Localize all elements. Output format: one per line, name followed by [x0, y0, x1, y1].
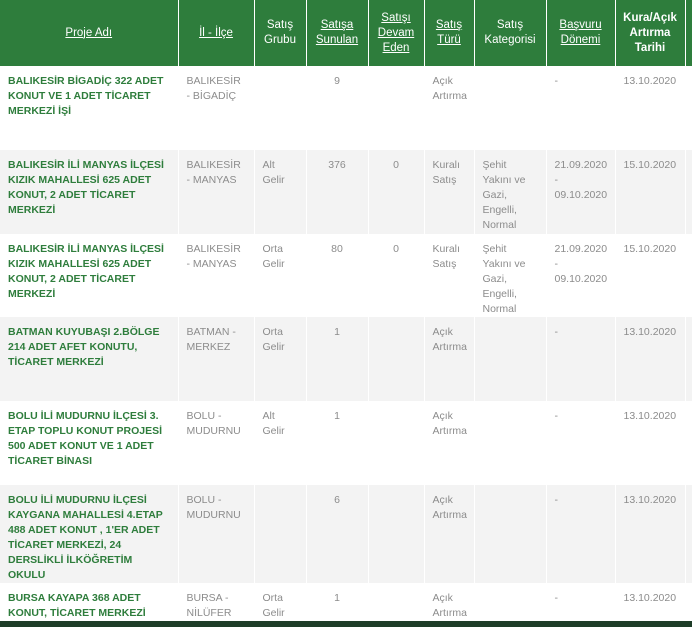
offered-cell: 1 [306, 401, 368, 485]
application-period-cell: 21.09.2020 - 09.10.2020 [546, 234, 615, 317]
location-cell: BURSA - NİLÜFER [178, 583, 254, 627]
offered-cell: 1 [306, 583, 368, 627]
location-cell: BATMAN - MERKEZ [178, 317, 254, 401]
ongoing-cell: 0 [368, 150, 424, 234]
ongoing-cell [368, 66, 424, 150]
project-name-cell[interactable]: BOLU İLİ MUDURNU İLÇESİ KAYGANA MAHALLESİ 4.ETAP 488 ADET KONUT , 1'ER ADET TİCARET MERKEZİ, 24 DERSLİKLİ İLKÖĞRETİM OKULU [0, 485, 178, 583]
project-name-cell[interactable]: BATMAN KUYUBAŞI 2.BÖLGE 214 ADET AFET KONUTU, TİCARET MERKEZİ [0, 317, 178, 401]
sales-type-cell: Kuralı Satış [424, 150, 474, 234]
offered-cell: 6 [306, 485, 368, 583]
location-cell: BOLU - MUDURNU [178, 401, 254, 485]
sales-category-cell [474, 485, 546, 583]
project-name-cell[interactable]: BOLU İLİ MUDURNU İLÇESİ 3. ETAP TOPLU KONUT PROJESİ 500 ADET KONUT VE 1 ADET TİCARET BİNASI [0, 401, 178, 485]
header-draw-date: Kura/Açık Artırma Tarihi [615, 0, 685, 66]
table-row [0, 150, 692, 234]
header-project-name[interactable]: Proje Adı [0, 0, 178, 66]
overflow-cell [685, 234, 692, 317]
application-period-cell: - [546, 583, 615, 627]
header-sales-type[interactable]: Satış Türü [424, 0, 474, 66]
application-period-cell: 21.09.2020 - 09.10.2020 [546, 150, 615, 234]
table-row [0, 401, 692, 485]
sales-group-cell: Alt Gelir [254, 150, 306, 234]
project-name-cell[interactable]: BURSA KAYAPA 368 ADET KONUT, TİCARET MERKEZİ [0, 583, 178, 627]
overflow-cell [685, 150, 692, 234]
project-name-cell[interactable]: BALIKESİR İLİ MANYAS İLÇESİ KIZIK MAHALLESİ 625 ADET KONUT, 2 ADET TİCARET MERKEZİ [0, 150, 178, 234]
horizontal-scrollbar[interactable] [0, 621, 692, 627]
application-period-cell: - [546, 317, 615, 401]
header-application-period[interactable]: Başvuru Dönemi [546, 0, 615, 66]
sales-group-cell: Orta Gelir [254, 234, 306, 317]
draw-date-cell: 13.10.2020 [615, 317, 685, 401]
table-row [0, 66, 692, 150]
draw-date-cell: 15.10.2020 [615, 234, 685, 317]
header-offered[interactable]: Satışa Sunulan [306, 0, 368, 66]
overflow-cell [685, 401, 692, 485]
sales-category-cell [474, 401, 546, 485]
location-cell: BOLU - MUDURNU [178, 485, 254, 583]
table-row [0, 234, 692, 317]
draw-date-cell: 15.10.2020 [615, 150, 685, 234]
offered-cell: 80 [306, 234, 368, 317]
overflow-cell [685, 66, 692, 150]
sales-category-cell: Şehit Yakını ve Gazi, Engelli, Normal [474, 150, 546, 234]
table-body [0, 66, 692, 627]
draw-date-cell: 13.10.2020 [615, 66, 685, 150]
sales-category-cell: Şehit Yakını ve Gazi, Engelli, Normal [474, 234, 546, 317]
sales-group-cell [254, 66, 306, 150]
ongoing-cell [368, 401, 424, 485]
overflow-cell [685, 485, 692, 583]
header-location[interactable]: İl - İlçe [178, 0, 254, 66]
ongoing-cell [368, 317, 424, 401]
location-cell: BALIKESİR - MANYAS [178, 150, 254, 234]
table-row [0, 317, 692, 401]
ongoing-cell [368, 485, 424, 583]
overflow-cell [685, 317, 692, 401]
ongoing-cell: 0 [368, 234, 424, 317]
application-period-cell: - [546, 401, 615, 485]
header-ongoing[interactable]: Satışı Devam Eden [368, 0, 424, 66]
draw-date-cell: 13.10.2020 [615, 401, 685, 485]
sales-group-cell: Orta Gelir [254, 583, 306, 627]
sales-type-cell: Açık Artırma [424, 401, 474, 485]
offered-cell: 376 [306, 150, 368, 234]
table-row [0, 485, 692, 583]
table-header-row [0, 0, 692, 66]
application-period-cell: - [546, 485, 615, 583]
header-overflow [685, 0, 692, 66]
draw-date-cell: 13.10.2020 [615, 583, 685, 627]
header-sales-category: Satış Kategorisi [474, 0, 546, 66]
location-cell: BALIKESİR - MANYAS [178, 234, 254, 317]
offered-cell: 1 [306, 317, 368, 401]
sales-category-cell [474, 317, 546, 401]
project-name-cell[interactable]: BALIKESİR İLİ MANYAS İLÇESİ KIZIK MAHALLESİ 625 ADET KONUT, 2 ADET TİCARET MERKEZİ [0, 234, 178, 317]
project-name-cell[interactable]: BALIKESİR BİGADİÇ 322 ADET KONUT VE 1 ADET TİCARET MERKEZİ İŞİ [0, 66, 178, 150]
sales-type-cell: Açık Artırma [424, 317, 474, 401]
header-sales-group: Satış Grubu [254, 0, 306, 66]
offered-cell: 9 [306, 66, 368, 150]
sales-category-cell [474, 66, 546, 150]
sales-group-cell: Alt Gelir [254, 401, 306, 485]
sales-group-cell [254, 485, 306, 583]
location-cell: BALIKESİR - BİGADİÇ [178, 66, 254, 150]
sales-group-cell: Orta Gelir [254, 317, 306, 401]
application-period-cell: - [546, 66, 615, 150]
sales-type-cell: Açık Artırma [424, 485, 474, 583]
sales-type-cell: Açık Artırma [424, 66, 474, 150]
draw-date-cell: 13.10.2020 [615, 485, 685, 583]
sales-type-cell: Kuralı Satış [424, 234, 474, 317]
sales-type-cell: Açık Artırma [424, 583, 474, 627]
